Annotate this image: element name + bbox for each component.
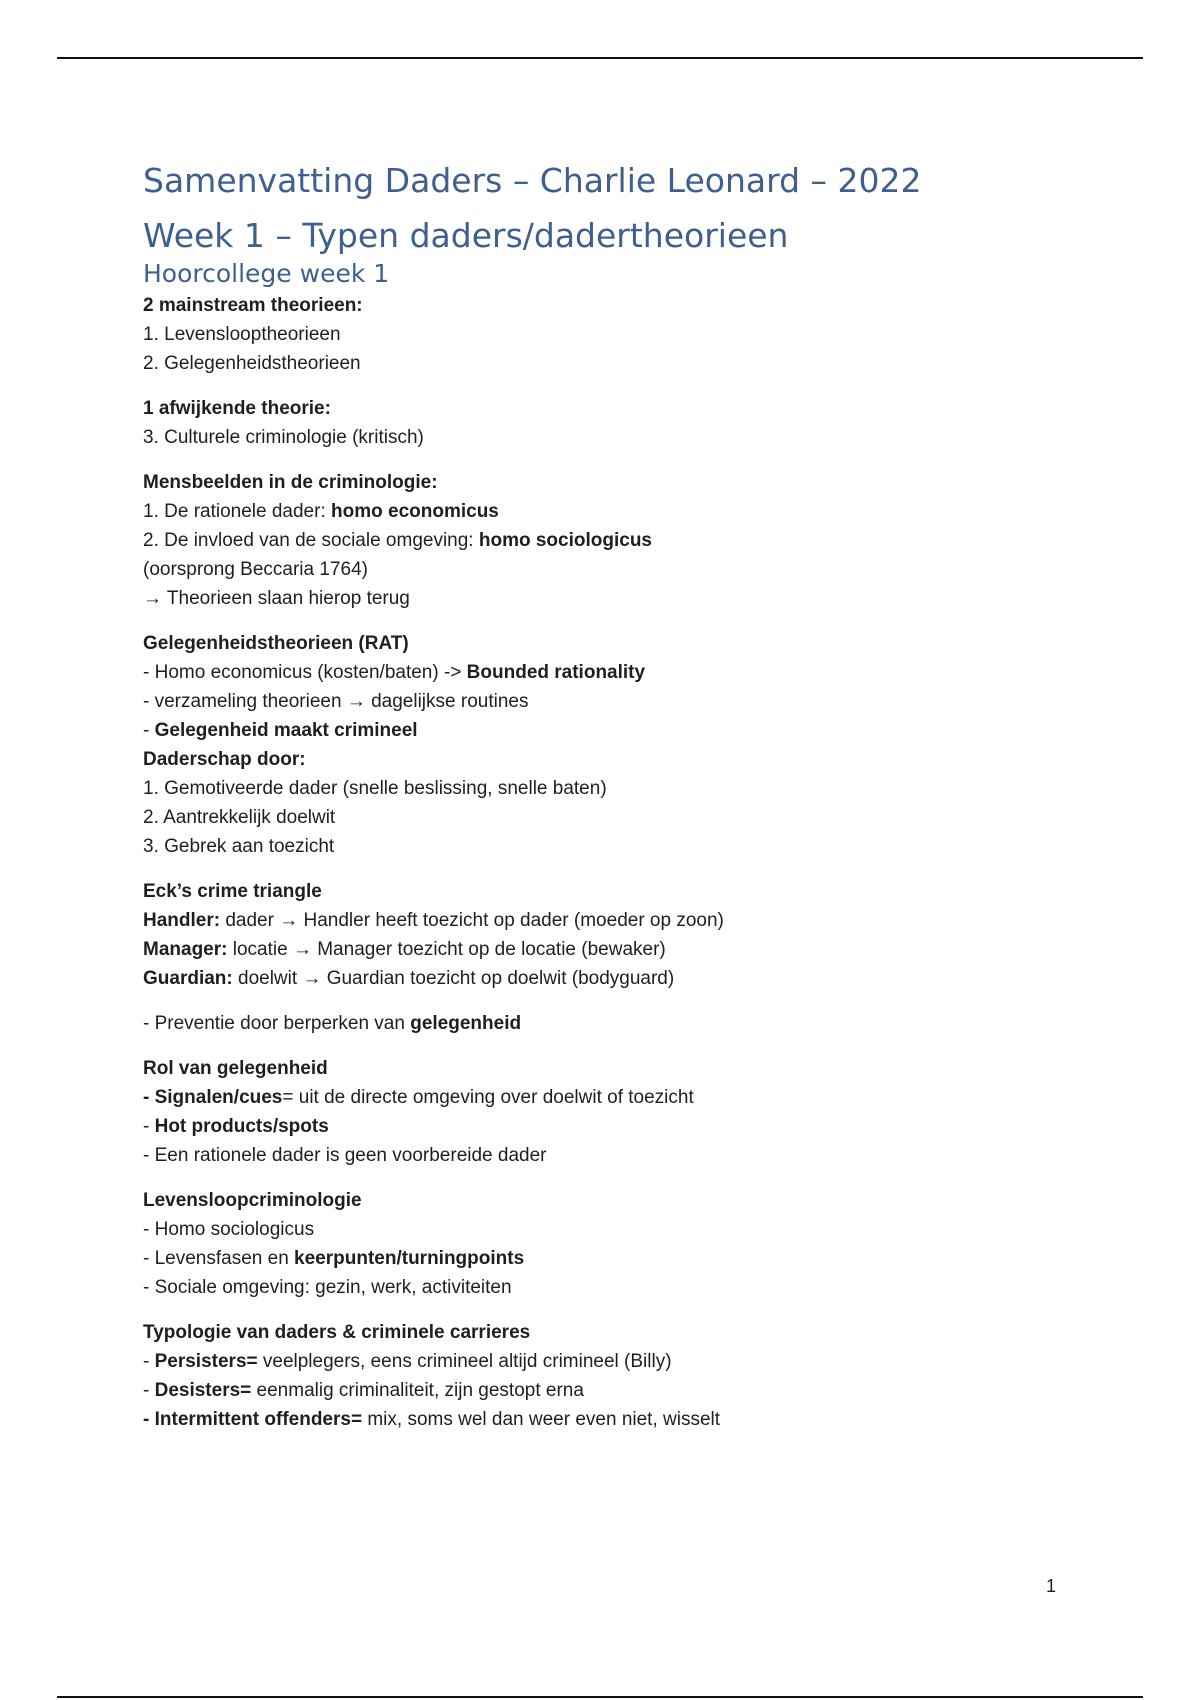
text-span: dader → Handler heeft toezicht op dader (moeder op zoon): [220, 909, 724, 931]
text-span: -: [143, 719, 155, 741]
text-line: [143, 584, 1083, 613]
bold-text: Handler:: [143, 909, 221, 931]
text-span: 2. Aantrekkelijk doelwit: [143, 806, 336, 828]
text-span: 3. Gebrek aan toezicht: [143, 835, 335, 857]
text-line: [143, 349, 1083, 378]
text-line: [143, 497, 1083, 526]
text-line: [143, 1244, 1083, 1273]
text-line: [143, 803, 1083, 832]
text-span: -: [143, 1379, 155, 1401]
bold-text: Manager:: [143, 938, 228, 960]
text-line: [143, 935, 1083, 964]
text-span: 3. Culturele criminologie (kritisch): [143, 426, 424, 448]
text-span: - Homo economicus (kosten/baten) ->: [143, 661, 467, 683]
text-line: [143, 291, 1083, 320]
text-line: [143, 1318, 1083, 1347]
text-span: 1. Levenslooptheorieen: [143, 323, 341, 345]
bold-text: Daderschap door:: [143, 748, 306, 770]
bold-text: Rol van gelegenheid: [143, 1057, 328, 1079]
bottom-rule: [57, 1696, 1143, 1698]
bold-text: Gelegenheid maakt crimineel: [154, 719, 418, 741]
document-page: [143, 160, 1083, 1450]
text-span: - Preventie door berperken van: [143, 1012, 411, 1034]
text-line: [143, 1083, 1083, 1112]
text-line: [143, 1376, 1083, 1405]
bold-text: - Intermittent offenders=: [143, 1408, 363, 1430]
text-line: [143, 832, 1083, 861]
text-span: - verzameling theorieen → dagelijkse routines: [143, 690, 529, 712]
text-span: - Levensfasen en: [143, 1247, 295, 1269]
text-line: [143, 468, 1083, 497]
bold-text: Eck’s crime triangle: [143, 880, 322, 902]
text-span: - Sociale omgeving: gezin, werk, activiteiten: [143, 1276, 512, 1298]
text-line: [143, 1009, 1083, 1038]
text-block: [143, 1054, 1083, 1170]
bold-text: Levensloopcriminologie: [143, 1189, 362, 1211]
sub-heading: Hoorcollege week 1: [143, 258, 390, 288]
text-span: veelplegers, eens crimineel altijd crimineel (Billy): [257, 1350, 672, 1372]
text-span: -: [143, 1350, 155, 1372]
bold-text: Typologie van daders & criminele carrieres: [143, 1321, 531, 1343]
text-block: [143, 877, 1083, 993]
text-line: [143, 1273, 1083, 1302]
text-line: [143, 394, 1083, 423]
bold-text: Hot products/spots: [154, 1115, 329, 1137]
text-span: mix, soms wel dan weer even niet, wisselt: [362, 1408, 721, 1430]
text-line: [143, 1141, 1083, 1170]
text-span: → Theorieen slaan hierop terug: [143, 587, 410, 609]
bold-text: homo economicus: [331, 500, 499, 522]
text-line: [143, 877, 1083, 906]
text-span: - Een rationele dader is geen voorbereide dader: [143, 1144, 547, 1166]
text-line: [143, 658, 1083, 687]
text-span: 1. Gemotiveerde dader (snelle beslissing, snelle baten): [143, 777, 607, 799]
text-line: [143, 745, 1083, 774]
page-number: 1: [1046, 1576, 1057, 1596]
text-block: [143, 291, 1083, 378]
text-line: [143, 320, 1083, 349]
bold-text: Bounded rationality: [466, 661, 646, 683]
text-line: [143, 716, 1083, 745]
text-line: [143, 687, 1083, 716]
text-span: eenmalig criminaliteit, zijn gestopt erna: [251, 1379, 584, 1401]
text-line: [143, 906, 1083, 935]
text-line: [143, 526, 1083, 555]
text-line: [143, 1054, 1083, 1083]
text-span: 1. De rationele dader:: [143, 500, 332, 522]
text-line: [143, 1405, 1083, 1434]
text-span: 2. Gelegenheidstheorieen: [143, 352, 361, 374]
document-title: Samenvatting Daders – Charlie Leonard – 2022: [143, 161, 922, 200]
text-span: -: [143, 1115, 155, 1137]
bold-text: 1 afwijkende theorie:: [143, 397, 331, 419]
bold-text: gelegenheid: [410, 1012, 522, 1034]
text-span: - Homo sociologicus: [143, 1218, 315, 1240]
bold-text: homo sociologicus: [478, 529, 652, 551]
text-line: [143, 629, 1083, 658]
top-rule: [57, 57, 1143, 59]
text-span: = uit de directe omgeving over doelwit of toezicht: [282, 1086, 694, 1108]
text-line: [143, 964, 1083, 993]
text-line: [143, 774, 1083, 803]
text-span: locatie → Manager toezicht op de locatie (bewaker): [227, 938, 666, 960]
bold-text: keerpunten/turningpoints: [294, 1247, 525, 1269]
text-span: doelwit → Guardian toezicht op doelwit (bodyguard): [232, 967, 675, 989]
text-block: [143, 1318, 1083, 1434]
text-line: [143, 1215, 1083, 1244]
bold-text: Guardian:: [143, 967, 233, 989]
text-line: [143, 555, 1083, 584]
text-block: [143, 468, 1083, 613]
text-block: [143, 1186, 1083, 1302]
text-line: [143, 1186, 1083, 1215]
bold-text: 2 mainstream theorieen:: [143, 294, 363, 316]
text-block: [143, 629, 1083, 861]
text-block: [143, 1009, 1083, 1038]
text-line: [143, 1347, 1083, 1376]
text-line: [143, 1112, 1083, 1141]
text-line: [143, 423, 1083, 452]
bold-text: Gelegenheidstheorieen (RAT): [143, 632, 409, 654]
bold-text: - Signalen/cues: [143, 1086, 283, 1108]
text-span: 2. De invloed van de sociale omgeving:: [143, 529, 479, 551]
text-span: (oorsprong Beccaria 1764): [143, 558, 368, 580]
bold-text: Mensbeelden in de criminologie:: [143, 471, 438, 493]
bold-text: Persisters=: [154, 1350, 258, 1372]
week-heading: Week 1 – Typen daders/dadertheorieen: [143, 216, 789, 256]
bold-text: Desisters=: [154, 1379, 252, 1401]
document-body: [143, 291, 1083, 1434]
text-block: [143, 394, 1083, 452]
